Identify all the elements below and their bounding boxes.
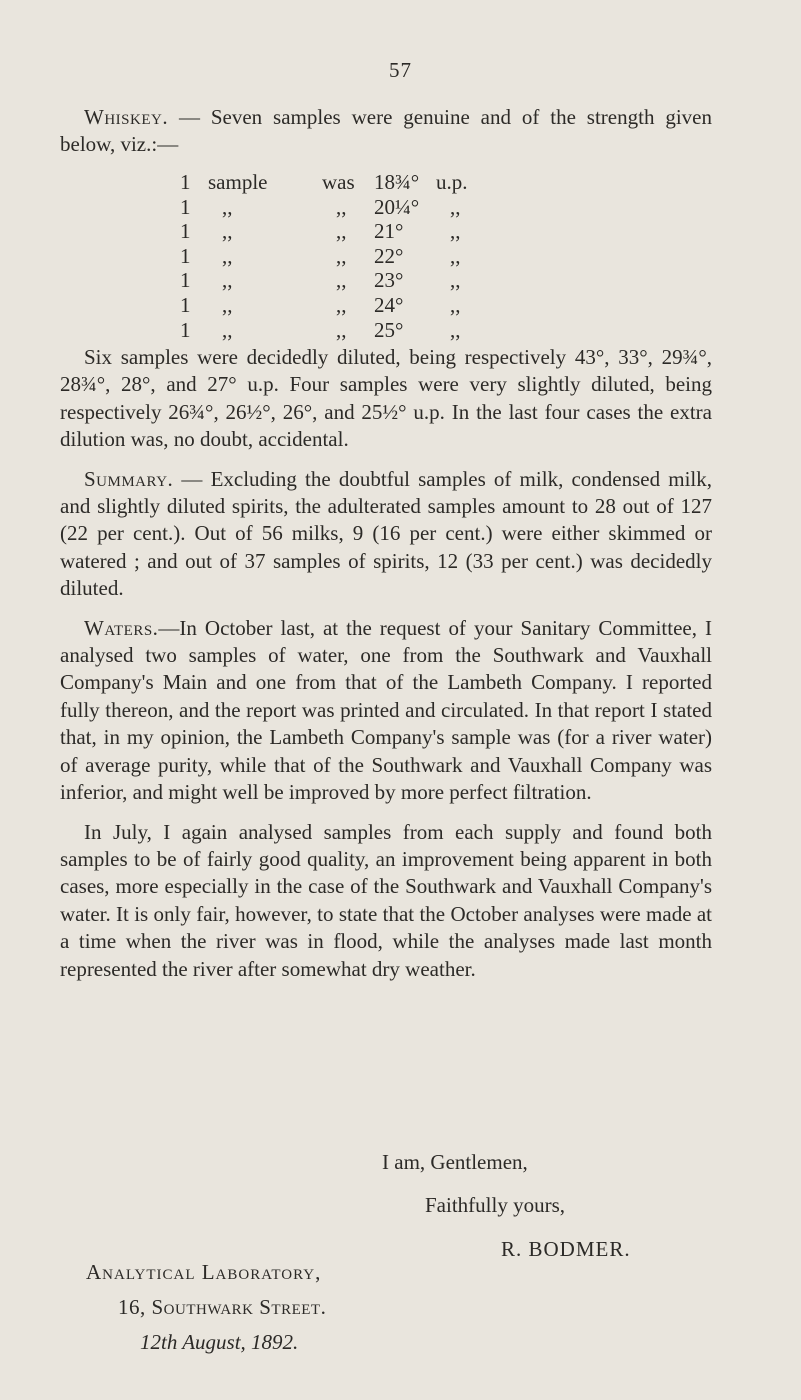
waters-text: —In October last, at the request of your Sanitary Committee, I analysed two samples of water, one from the Southwark and Vauxhall Company's Main and one from that of the Lambeth Company. I reported fully thereon, and the report was printed and circulated. In that report I stated that, in my opinion, the Lambeth Company's sample was (for a river water) of average purity, while that of the Southwark and Vauxhall Company was inferior, and might well be improved by more perfect filtration. [60, 615, 712, 805]
main-text [60, 344, 712, 995]
whiskey-heading: Whiskey. [84, 105, 169, 129]
sample-row [180, 318, 500, 343]
sample-degree: 18¾° [374, 170, 420, 194]
sample-verb: ,, [336, 219, 347, 244]
sample-unit: ,, [450, 317, 461, 342]
sample-verb: ,, [336, 317, 347, 342]
sample-verb: was [322, 170, 355, 194]
sample-word: ,, [222, 243, 233, 268]
address-street: 16, Southwark Street. [118, 1295, 327, 1319]
address-laboratory: Analytical Laboratory, [86, 1260, 322, 1284]
page-number: 57 [389, 58, 412, 82]
sample-verb: ,, [336, 243, 347, 268]
waters-paragraph [60, 615, 712, 807]
letter-date: 12th August, 1892. [140, 1330, 299, 1354]
sample-row [180, 244, 500, 269]
waters-heading: Waters. [84, 615, 159, 640]
sample-row [180, 219, 500, 244]
sample-unit: u.p. [436, 170, 468, 194]
sample-count: 1 [180, 243, 191, 268]
diluted-paragraph: Six samples were decidedly diluted, being respectively 43°, 33°, 29¾°, 28¾°, 28°, and 27° u.p. Four samples were very slightly diluted, being respectively 26¾°, 26½°, 26°, and 25½° u.p. In the last four cases the extra dilution was, no doubt, accidental. [60, 345, 712, 452]
sample-count: 1 [180, 317, 191, 342]
sample-count: 1 [180, 170, 191, 194]
sample-count: 1 [180, 292, 191, 317]
sample-unit: ,, [450, 194, 461, 219]
whiskey-section [60, 104, 712, 171]
july-paragraph: In July, I again analysed samples from each supply and found both samples to be of fairly good quality, an improvement being apparent in both cases, more especially in the case of the Southwark and Vauxhall Company's water. It is only fair, however, to state that the October analyses were made at a time when the river was in flood, while the analyses made last month represented the river after somewhat dry weather. [60, 819, 712, 981]
sample-word: ,, [222, 317, 233, 342]
sample-unit: ,, [450, 219, 461, 244]
sample-verb: ,, [336, 292, 347, 317]
sample-count: 1 [180, 268, 191, 293]
sample-word: ,, [222, 292, 233, 317]
sample-verb: ,, [336, 268, 347, 293]
sample-count: 1 [180, 194, 191, 219]
closing-valediction: Faithfully yours, [425, 1193, 565, 1217]
signature: R. BODMER. [501, 1237, 631, 1261]
summary-heading: Summary. [84, 466, 174, 491]
sample-degree: 24° [374, 292, 404, 317]
closing-salutation: I am, Gentlemen, [382, 1150, 528, 1174]
sample-degree: 25° [374, 317, 404, 342]
sample-word: ,, [222, 219, 233, 244]
summary-paragraph [60, 466, 712, 603]
whiskey-paragraph [60, 104, 712, 159]
sample-degree: 21° [374, 219, 404, 244]
sample-row [180, 170, 500, 195]
sample-word: ,, [222, 194, 233, 219]
sample-degree: 20¼° [374, 194, 420, 219]
sample-degree: 22° [374, 243, 404, 268]
sample-word: ,, [222, 268, 233, 293]
whiskey-samples-table [180, 170, 500, 342]
sample-degree: 23° [374, 268, 404, 293]
sample-unit: ,, [450, 268, 461, 293]
sample-word: sample [208, 170, 268, 194]
sample-row [180, 293, 500, 318]
sample-verb: ,, [336, 194, 347, 219]
sample-row [180, 268, 500, 293]
whiskey-intro-text: — Seven samples were genuine and of the strength given below, viz.:— [60, 105, 712, 157]
sample-unit: ,, [450, 292, 461, 317]
sample-unit: ,, [450, 243, 461, 268]
sample-count: 1 [180, 219, 191, 244]
summary-text: — Excluding the doubtful samples of milk, condensed milk, and slightly diluted spirits, the adulterated samples amount to 28 out of 127 (22 per cent.). Out of 56 milks, 9 (16 per cent.) were either skimmed or watered ; and out of 37 samples of spirits, 12 (33 per cent.) was decidedly diluted. [60, 466, 712, 601]
sample-row [180, 195, 500, 220]
